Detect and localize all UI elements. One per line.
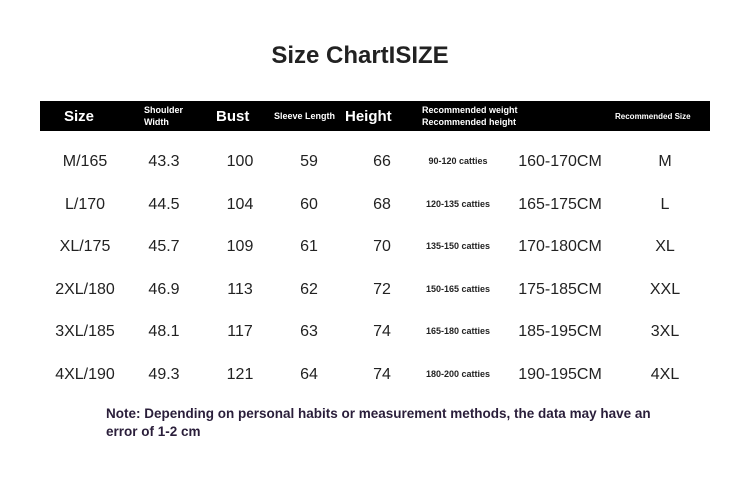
cell-size: 2XL/180 — [55, 281, 115, 298]
cell-sleeve: 64 — [300, 366, 318, 383]
cell-weight: 165-180 catties — [425, 326, 491, 336]
cell-bust: 121 — [226, 366, 254, 383]
cell-size: L/170 — [64, 196, 106, 213]
cell-bust: 100 — [226, 153, 254, 170]
header-rec-height: Recommended height — [422, 117, 517, 127]
cell-weight: 135-150 catties — [425, 241, 491, 251]
cell-weight: 90-120 catties — [428, 156, 488, 166]
cell-shoulder: 45.7 — [148, 238, 180, 255]
cell-size: XL/175 — [59, 238, 111, 255]
header-rec-weight: Recommended weight — [422, 105, 518, 115]
cell-rec-size: XXL — [649, 281, 681, 298]
cell-rec-height: 165-175CM — [518, 196, 602, 213]
cell-height: 72 — [373, 281, 391, 298]
cell-weight: 150-165 catties — [425, 284, 491, 294]
cell-height: 68 — [373, 196, 391, 213]
cell-shoulder: 44.5 — [148, 196, 180, 213]
cell-shoulder: 46.9 — [148, 281, 180, 298]
cell-height: 70 — [373, 238, 391, 255]
cell-shoulder: 43.3 — [148, 153, 180, 170]
header-sleeve-length: Sleeve Length — [274, 110, 336, 121]
cell-rec-height: 185-195CM — [518, 323, 602, 340]
cell-rec-height: 160-170CM — [518, 153, 602, 170]
cell-sleeve: 62 — [300, 281, 318, 298]
cell-bust: 109 — [226, 238, 254, 255]
cell-rec-size: L — [660, 196, 670, 213]
page-title: Size ChartISIZE — [271, 42, 449, 69]
cell-height: 66 — [373, 153, 391, 170]
table-row — [0, 232, 750, 262]
cell-sleeve: 61 — [300, 238, 318, 255]
cell-rec-size: 4XL — [650, 366, 680, 383]
cell-size: 3XL/185 — [55, 323, 115, 340]
cell-rec-size: M — [658, 153, 672, 170]
cell-shoulder: 48.1 — [148, 323, 180, 340]
cell-rec-height: 170-180CM — [518, 238, 602, 255]
cell-rec-size: 3XL — [650, 323, 680, 340]
cell-bust: 113 — [227, 281, 253, 298]
header-recommended-size: Recommended Size — [615, 111, 691, 121]
table-header — [40, 101, 710, 131]
measurement-note: Note: Depending on personal habits or measurement methods, the data may have an error of 1-2 cm — [106, 406, 651, 439]
table-row — [0, 147, 750, 177]
cell-rec-size: XL — [655, 238, 675, 255]
header-shoulder-line2: Width — [144, 117, 169, 127]
cell-height: 74 — [373, 366, 391, 383]
cell-sleeve: 63 — [300, 323, 318, 340]
cell-size: 4XL/190 — [55, 366, 115, 383]
cell-sleeve: 60 — [300, 196, 318, 213]
header-shoulder-width — [144, 101, 183, 131]
cell-rec-height: 190-195CM — [518, 366, 602, 383]
cell-bust: 117 — [227, 323, 253, 340]
cell-height: 74 — [373, 323, 391, 340]
table-row — [0, 360, 750, 390]
header-size: Size — [64, 107, 95, 125]
table-row — [0, 317, 750, 347]
cell-weight: 180-200 catties — [425, 369, 491, 379]
header-bust: Bust — [216, 107, 250, 125]
table-row — [0, 275, 750, 305]
cell-shoulder: 49.3 — [148, 366, 180, 383]
header-recommended — [422, 101, 518, 131]
table-row — [0, 190, 750, 220]
cell-weight: 120-135 catties — [425, 199, 491, 209]
header-height: Height — [345, 107, 392, 125]
cell-rec-height: 175-185CM — [518, 281, 602, 298]
header-shoulder-line1: Shoulder — [144, 105, 184, 115]
cell-sleeve: 59 — [300, 153, 318, 170]
cell-size: M/165 — [62, 153, 108, 170]
cell-bust: 104 — [226, 196, 254, 213]
